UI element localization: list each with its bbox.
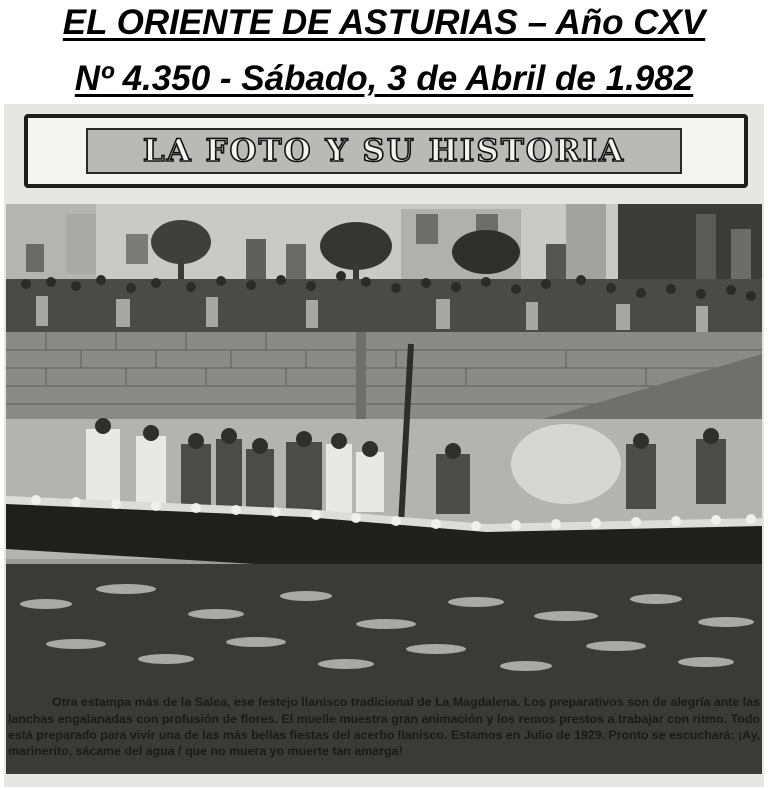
newspaper-header <box>0 0 768 99</box>
section-banner-plate <box>86 128 682 174</box>
tree <box>320 222 392 270</box>
newspaper-clipping <box>4 104 764 787</box>
section-title: LA FOTO Y SU HISTORIA <box>142 133 626 169</box>
issue-date-line: Nº 4.350 - Sábado, 3 de Abril de 1.982 <box>74 59 694 98</box>
tree <box>452 230 520 274</box>
historic-photo <box>6 204 762 774</box>
photo-illustration <box>6 204 762 774</box>
photo-caption: Otra estampa más de la Salea, ese festejo llanisco tradicional de La Magdalena. Los preparativos son de alegría ante las lanchas engalanadas con profusión de flores. El muelle muestra gran animación y los remos prestos a trabajar con ritmo. Todo está preparado para vivir una de las más bellas fiestas del acerbo llanisco. Estamos en Julio de 1929. Pronto se escuchará: ¡Ay, marinerito, sácame del agua / que no muera yo muerte tan amarga! <box>8 695 761 758</box>
section-banner <box>24 114 748 188</box>
newspaper-title: EL ORIENTE DE ASTURIAS – Año CXV <box>62 3 706 42</box>
tree <box>151 220 211 264</box>
